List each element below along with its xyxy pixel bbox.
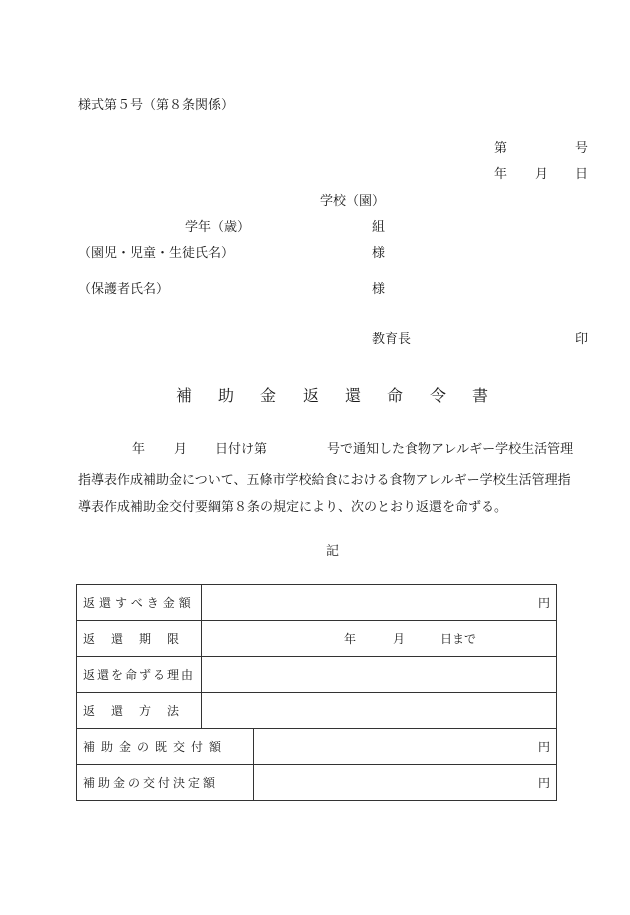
- refund-amount-text: 返還すべき金額: [83, 596, 195, 610]
- guardian-name-label: （保護者氏名）: [78, 282, 170, 297]
- title-char: 金: [260, 386, 277, 405]
- refund-reason-text: 返還を命ずる理由: [83, 668, 196, 682]
- yen-unit: 円: [538, 740, 551, 754]
- refund-amount-value: [202, 585, 557, 621]
- student-name-label: （園児・児童・生徒氏名）: [78, 246, 235, 261]
- table-row: [77, 657, 557, 693]
- table-row: [77, 729, 557, 765]
- title-char: 返: [303, 386, 320, 405]
- deadline-until: 日まで: [440, 632, 477, 646]
- ki-marker: 記: [326, 544, 340, 559]
- title-char: 助: [218, 386, 235, 405]
- table-row: [77, 585, 557, 621]
- student-honorific: 様: [372, 246, 386, 261]
- refund-amount-label: [77, 585, 202, 621]
- document-title: [0, 388, 630, 408]
- table-row: [77, 693, 557, 729]
- refund-deadline-text: 返還期限: [83, 632, 196, 646]
- title-char: 書: [472, 386, 489, 405]
- refund-method-label: [77, 693, 202, 729]
- document-number-prefix: 第: [494, 141, 508, 156]
- table-row: [77, 621, 557, 657]
- deadline-month: 月: [393, 632, 406, 646]
- already-granted-value: [254, 729, 557, 765]
- details-table: [76, 584, 557, 801]
- grant-decision-label: [77, 765, 254, 801]
- body-month: 月: [174, 442, 188, 457]
- refund-deadline-label: [77, 621, 202, 657]
- date-year: 年: [494, 167, 508, 182]
- guardian-honorific: 様: [372, 282, 386, 297]
- form-number: 様式第５号（第８条関係）: [78, 98, 235, 113]
- refund-method-value: [202, 693, 557, 729]
- grade-label: 学年（歳）: [185, 220, 251, 235]
- yen-unit: 円: [538, 596, 551, 610]
- body-year: 年: [132, 442, 146, 457]
- body-dated: 日付け第: [215, 442, 268, 457]
- date-month: 月: [535, 167, 549, 182]
- grant-decision-value: [254, 765, 557, 801]
- superintendent-label: 教育長: [372, 332, 412, 347]
- refund-deadline-value: [202, 621, 557, 657]
- refund-reason-label: [77, 657, 202, 693]
- already-granted-label: [77, 729, 254, 765]
- title-char: 令: [430, 386, 447, 405]
- title-char: 補: [176, 386, 193, 405]
- body-line2: 指導表作成補助金について、五條市学校給食における食物アレルギー学校生活管理指: [78, 473, 571, 488]
- table-row: [77, 765, 557, 801]
- title-char: 還: [345, 386, 362, 405]
- school-label: 学校（園）: [320, 194, 386, 209]
- body-line3: 導表作成補助金交付要綱第８条の規定により、次のとおり返還を命ずる。: [78, 500, 508, 515]
- already-granted-text: 補助金の既交付額: [83, 740, 228, 754]
- class-label: 組: [372, 220, 386, 235]
- grant-decision-text: 補助金の交付決定額: [83, 776, 219, 790]
- body-line1-rest: 号で通知した食物アレルギー学校生活管理: [327, 442, 574, 457]
- document-number-suffix: 号: [575, 141, 589, 156]
- refund-reason-value: [202, 657, 557, 693]
- refund-method-text: 返還方法: [83, 704, 196, 718]
- yen-unit: 円: [538, 776, 551, 790]
- seal-mark: 印: [575, 332, 589, 347]
- date-day: 日: [575, 167, 589, 182]
- title-char: 命: [387, 386, 404, 405]
- deadline-year: 年: [344, 632, 357, 646]
